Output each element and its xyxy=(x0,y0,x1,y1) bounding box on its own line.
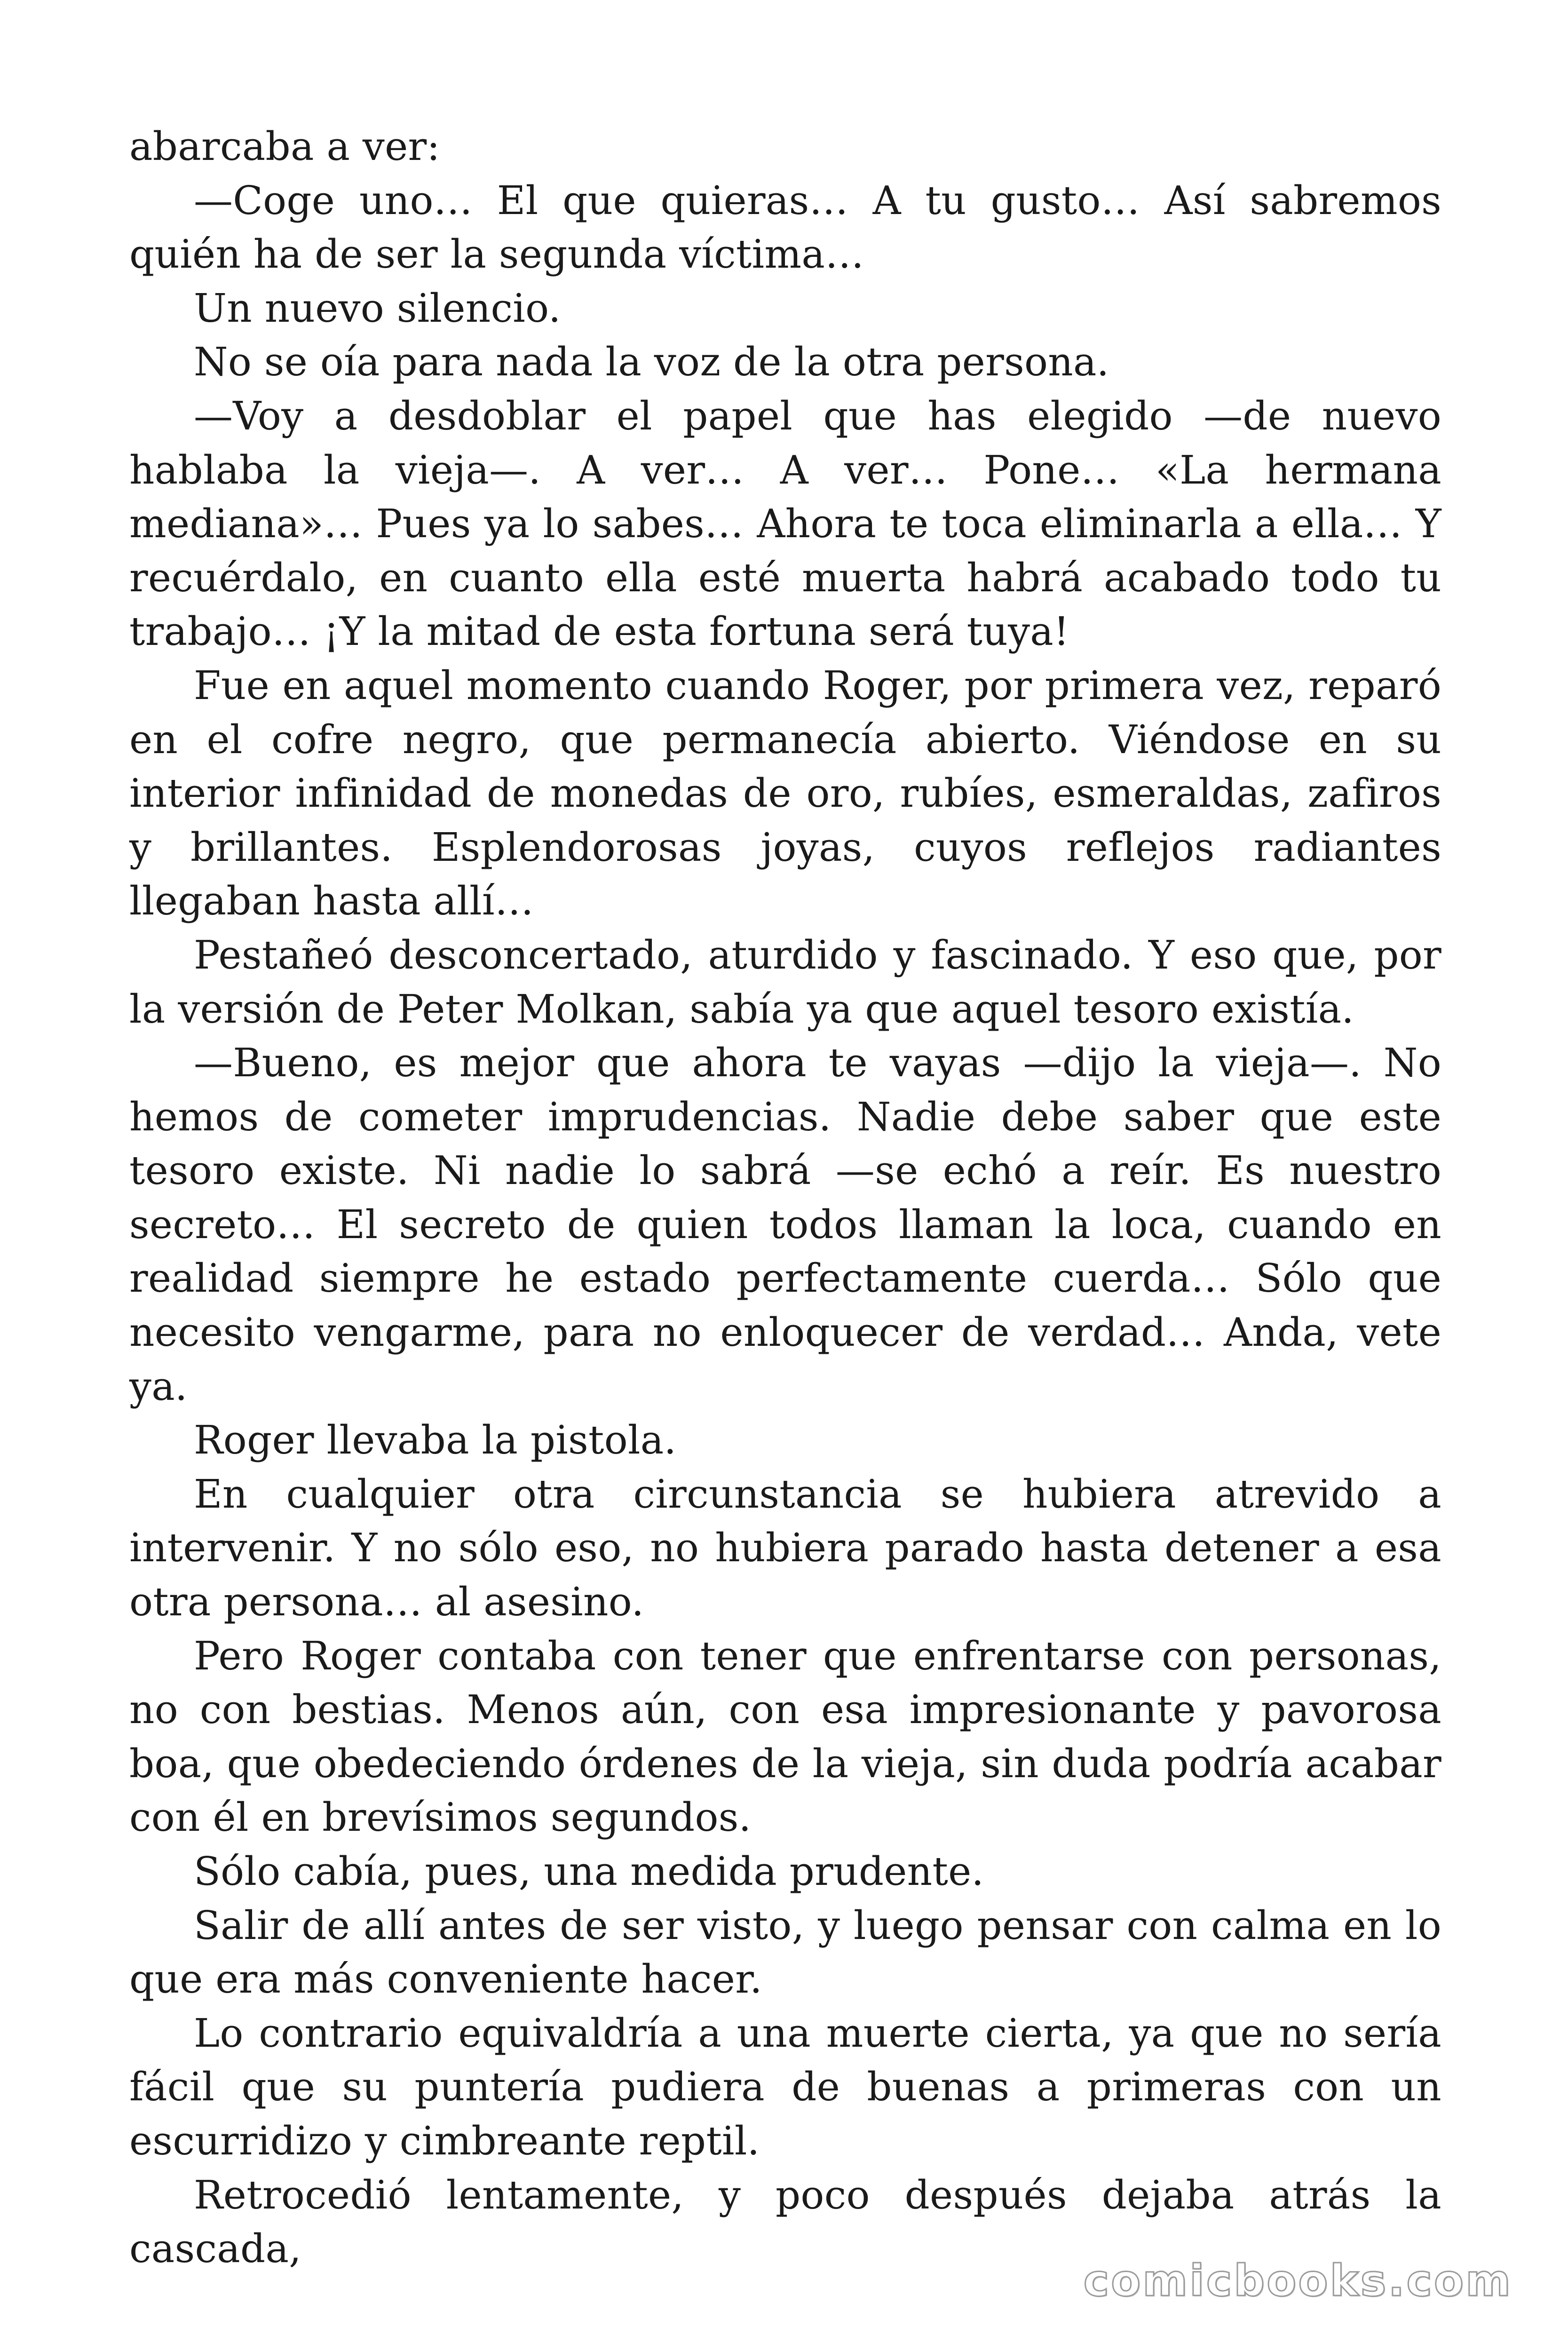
paragraph: Fue en aquel momento cuando Roger, por primera vez, reparó en el cofre negro, que permanecía abierto. Viéndose en su interior infinidad de monedas de oro, rubíes, esmeraldas, zafiros y brillantes. Esplendorosas joyas, cuyos reflejos radiantes llegaban hasta allí… xyxy=(129,662,1441,924)
paragraph: Retrocedió lentamente, y poco después dejaba atrás la cascada, xyxy=(129,2172,1441,2272)
paragraph: —Bueno, es mejor que ahora te vayas —dijo la vieja—. No hemos de cometer imprudencias. Nadie debe saber que este tesoro existe. Ni nadie lo sabrá —se echó a reír. Es nuestro secreto… El secreto de quien todos llaman la loca, cuando en realidad siempre he estado perfectamente cuerda… Sólo que necesito vengarme, para no enloquecer de verdad… Anda, vete ya. xyxy=(129,1040,1441,1409)
paragraph: Pestañeó desconcertado, aturdido y fascinado. Y eso que, por la versión de Peter Molkan, sabía ya que aquel tesoro existía. xyxy=(129,932,1441,1032)
paragraph: —Voy a desdoblar el papel que has elegido —de nuevo hablaba la vieja—. A ver… A ver… Pone… «La hermana mediana»… Pues ya lo sabes… Ahora te toca eliminarla a ella… Y recuérdalo, en cuanto ella esté muerta habrá acabado todo tu trabajo… ¡Y la mitad de esta fortuna será tuya! xyxy=(129,393,1441,655)
paragraph: No se oía para nada la voz de la otra persona. xyxy=(194,339,1109,385)
watermark: comicbooks.com xyxy=(1083,2256,1513,2306)
paragraph: Lo contrario equivaldría a una muerte cierta, ya que no sería fácil que su puntería pudiera de buenas a primeras con un escurridizo y cimbreante reptil. xyxy=(129,2010,1441,2164)
paragraph: Un nuevo silencio. xyxy=(194,285,561,331)
book-page-text xyxy=(129,120,1441,2276)
paragraph: Salir de allí antes de ser visto, y luego pensar con calma en lo que era más conveniente hacer. xyxy=(129,1902,1441,2002)
paragraph: Roger llevaba la pistola. xyxy=(194,1417,677,1463)
paragraph: En cualquier otra circunstancia se hubiera atrevido a intervenir. Y no sólo eso, no hubiera parado hasta detener a esa otra persona… al asesino. xyxy=(129,1471,1441,1625)
paragraph: —Coge uno… El que quieras… A tu gusto… Así sabremos quién ha de ser la segunda víctima… xyxy=(129,177,1441,278)
paragraph-continuation: abarcaba a ver: xyxy=(129,124,440,169)
paragraph: Sólo cabía, pues, una medida prudente. xyxy=(194,1849,984,1894)
paragraph: Pero Roger contaba con tener que enfrentarse con personas, no con bestias. Menos aún, con esa impresionante y pavorosa boa, que obedeciendo órdenes de la vieja, sin duda podría acabar con él en brevísimos segundos. xyxy=(129,1633,1441,1841)
